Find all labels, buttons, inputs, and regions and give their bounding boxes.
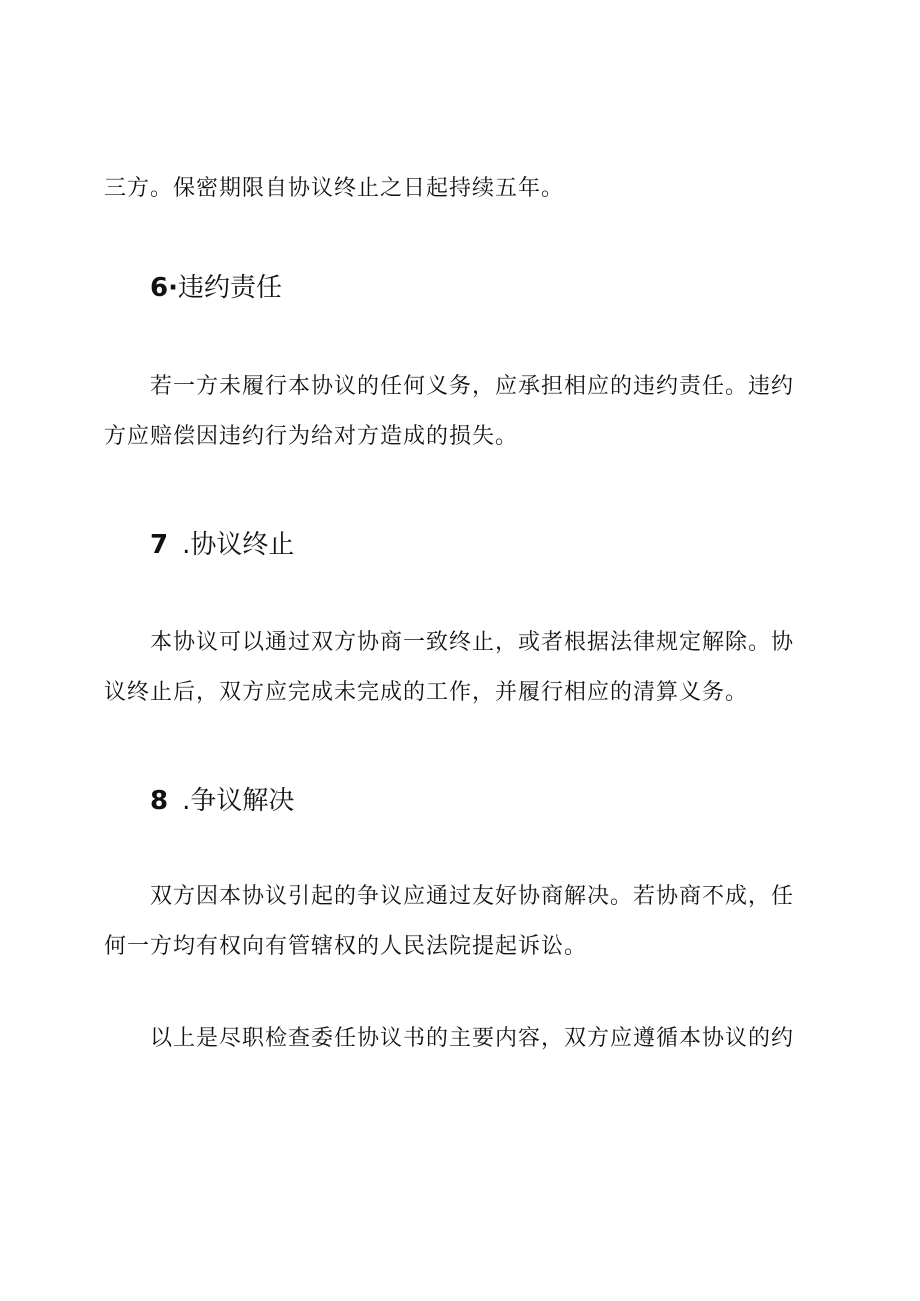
section-heading-6 [150,273,282,303]
section-heading-7 [150,530,294,560]
paragraph-line: 双方因本协议引起的争议应通过友好协商解决。若协商不成，任 [150,884,795,909]
section-title: .争议解决 [182,786,295,816]
paragraph-line: 方应赔偿因违约行为给对方造成的损失。 [104,424,519,449]
paragraph-line: 议终止后，双方应完成未完成的工作，并履行相应的清算义务。 [104,680,749,705]
paragraph-line: 三方。保密期限自协议终止之日起持续五年。 [104,176,565,201]
paragraph-line: 何一方均有权向有管辖权的人民法院提起诉讼。 [104,934,588,959]
section-title: .协议终止 [182,530,295,560]
section-heading-8 [150,786,294,816]
section-number: 8 [150,786,169,816]
section-title: 违约责任 [177,273,282,303]
paragraph-line: 以上是尽职检查委任协议书的主要内容，双方应遵循本协议的约 [150,1026,795,1051]
section-number: 7 [150,530,169,560]
section-number: 6· [150,273,178,303]
paragraph-line: 本协议可以通过双方协商一致终止，或者根据法律规定解除。协 [150,630,795,655]
paragraph-line: 若一方未履行本协议的任何义务，应承担相应的违约责任。违约 [150,374,795,399]
